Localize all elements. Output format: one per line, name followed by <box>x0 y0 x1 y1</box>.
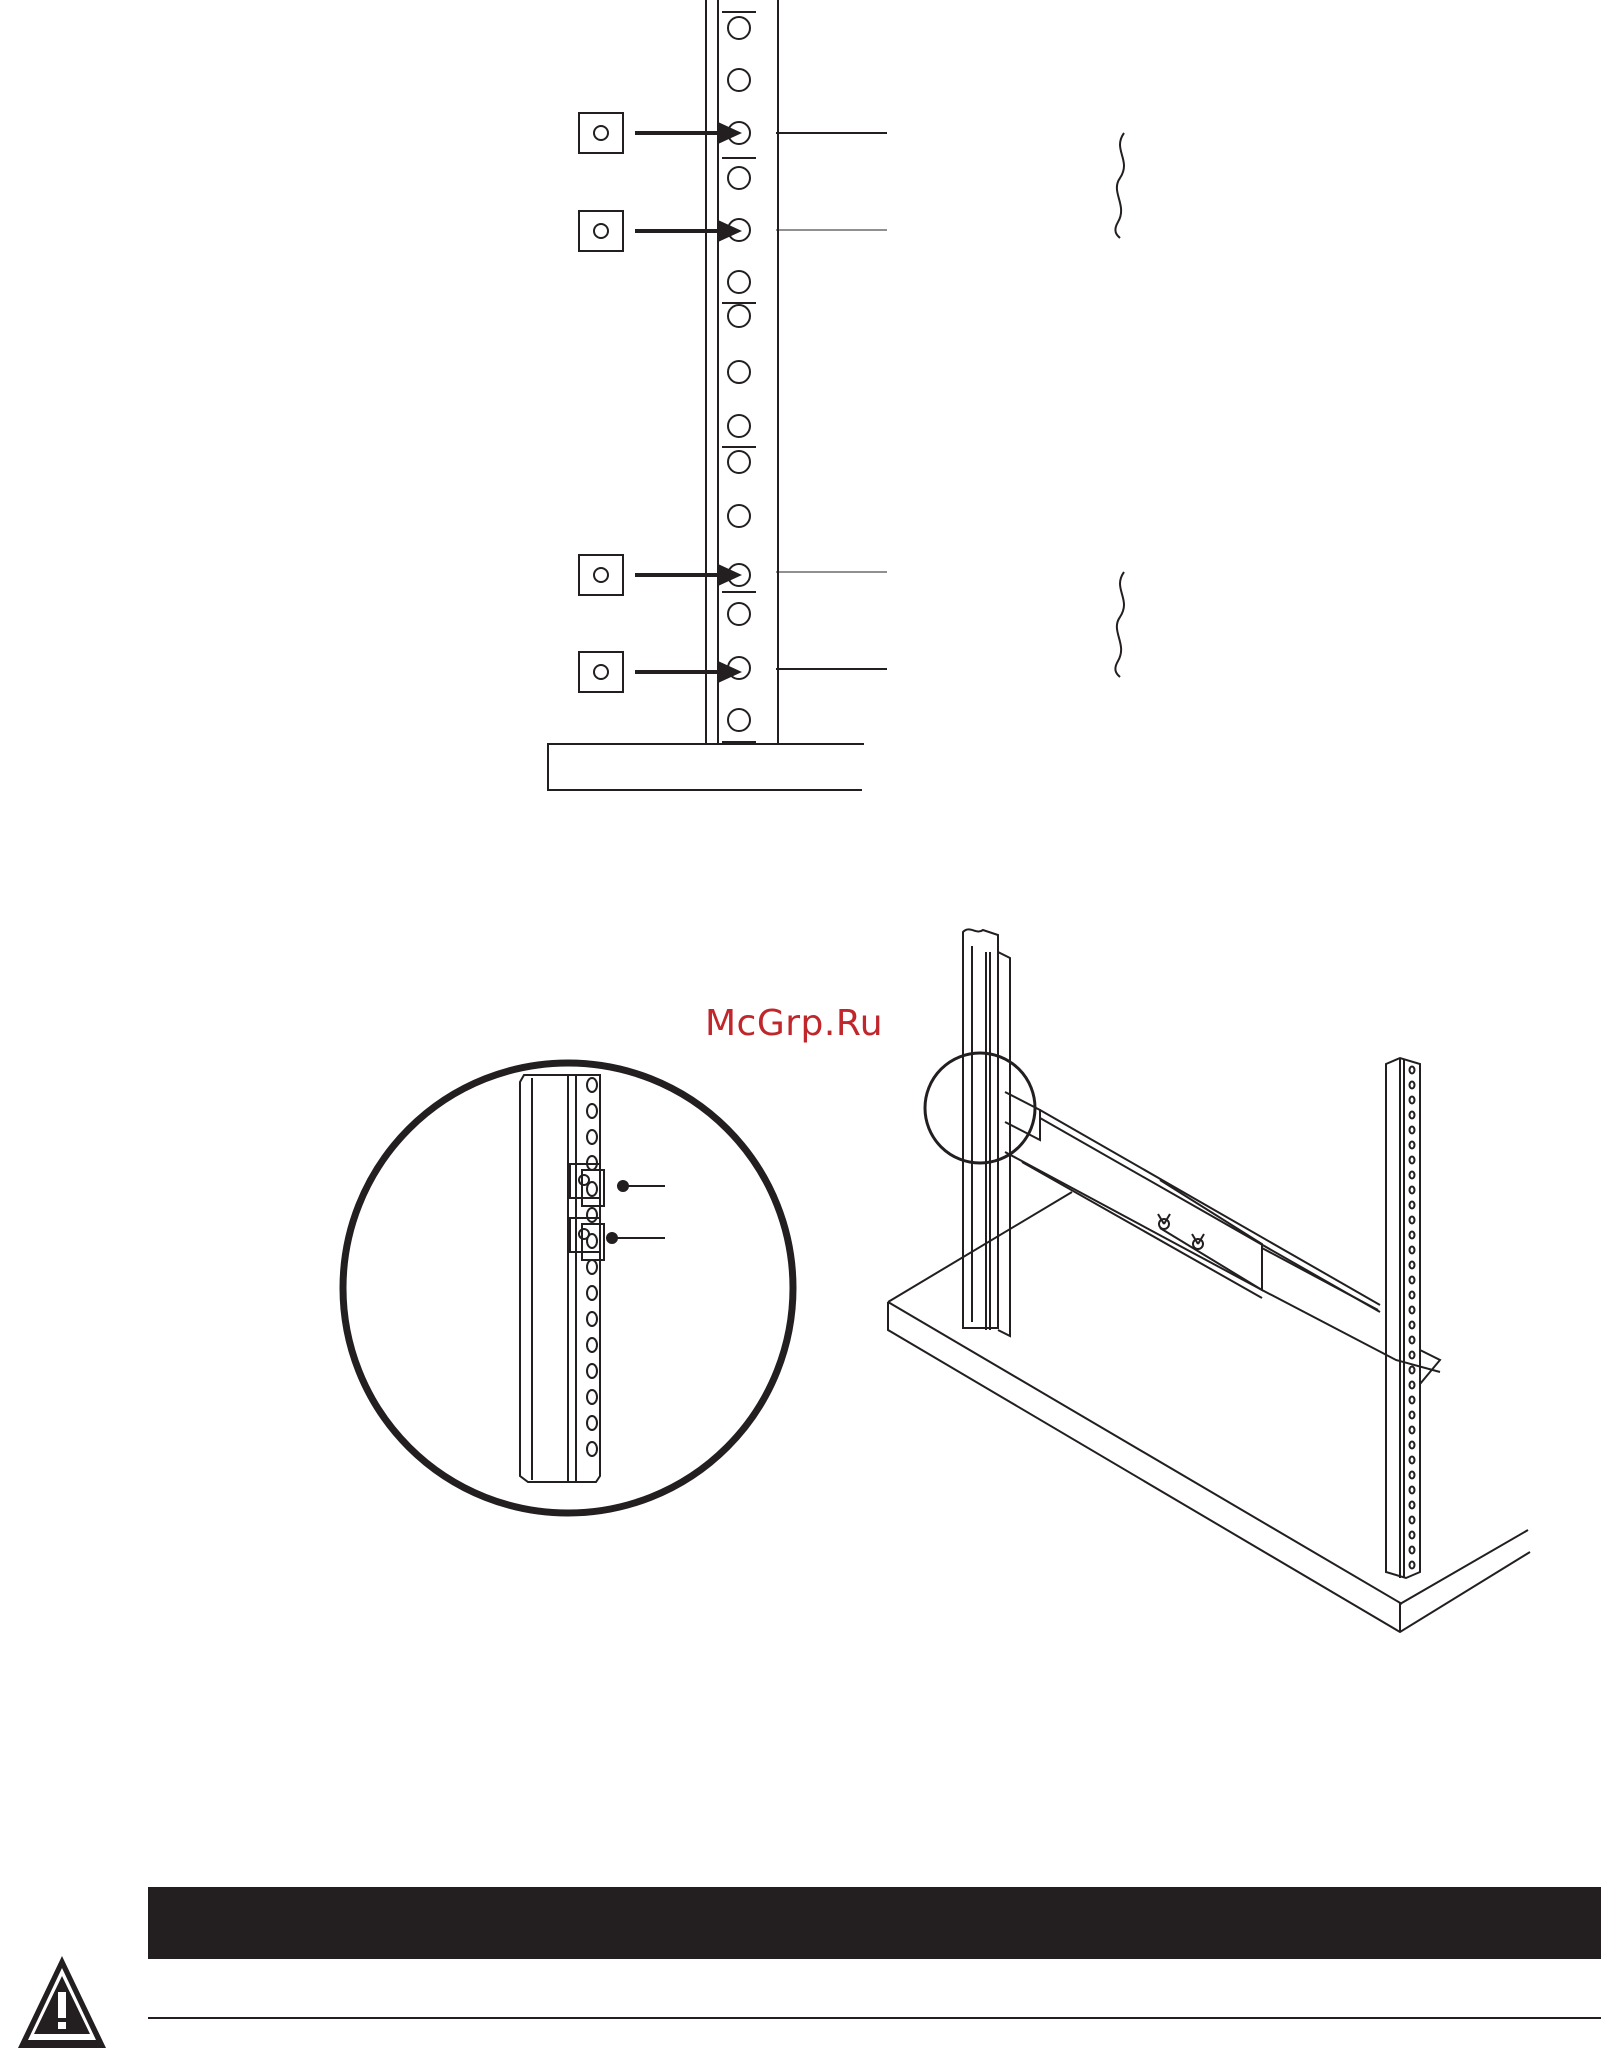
rear-post-hole <box>1410 1337 1415 1344</box>
rear-post-hole <box>1410 1262 1415 1269</box>
warning-triangle-icon <box>16 1952 108 2052</box>
rear-post-hole <box>1410 1127 1415 1134</box>
detail-post-hole <box>587 1416 597 1430</box>
detail-post-hole <box>587 1078 597 1092</box>
rear-post-hole <box>1410 1487 1415 1494</box>
detail-post-hole <box>587 1338 597 1352</box>
warning-header-bar <box>148 1887 1601 1959</box>
rear-post-hole <box>1410 1427 1415 1434</box>
rear-post-hole <box>1410 1202 1415 1209</box>
detail-post-hole <box>587 1312 597 1326</box>
rear-post-hole <box>1410 1307 1415 1314</box>
rear-post-hole <box>1410 1412 1415 1419</box>
detail-post-hole <box>587 1442 597 1456</box>
rear-post-hole <box>1410 1217 1415 1224</box>
rear-post-hole <box>1410 1457 1415 1464</box>
rear-post-hole <box>1410 1232 1415 1239</box>
detail-post-hole <box>587 1130 597 1144</box>
rear-post-hole <box>1410 1067 1415 1074</box>
rear-post-hole <box>1410 1097 1415 1104</box>
detail-post-hole <box>587 1260 597 1274</box>
detail-post-hole <box>587 1364 597 1378</box>
rear-post-hole <box>1410 1562 1415 1569</box>
rear-post-hole <box>1410 1082 1415 1089</box>
rear-post-hole <box>1410 1397 1415 1404</box>
rear-post-hole <box>1410 1277 1415 1284</box>
rear-post-hole <box>1410 1292 1415 1299</box>
right-rear-post <box>1386 1058 1440 1578</box>
detail-post-hole <box>587 1286 597 1300</box>
detail-post-hole <box>587 1208 597 1222</box>
rear-post-hole <box>1410 1547 1415 1554</box>
rear-post-hole <box>1410 1112 1415 1119</box>
rear-post-hole <box>1410 1517 1415 1524</box>
rear-post-hole <box>1410 1142 1415 1149</box>
rear-post-hole <box>1410 1442 1415 1449</box>
rear-post-hole <box>1410 1157 1415 1164</box>
rear-post-hole <box>1410 1472 1415 1479</box>
rear-post-hole <box>1410 1532 1415 1539</box>
detail-rack-post <box>520 1075 600 1482</box>
rear-post-hole <box>1410 1187 1415 1194</box>
rear-post-hole <box>1410 1247 1415 1254</box>
detail-location-circle <box>925 1053 1035 1163</box>
warning-divider <box>148 2017 1601 2019</box>
left-front-post <box>963 929 1010 1336</box>
rear-post-hole <box>1410 1352 1415 1359</box>
detail-post-hole <box>587 1390 597 1404</box>
detail-post-hole <box>587 1182 597 1196</box>
rear-post-hole <box>1410 1322 1415 1329</box>
detail-post-hole <box>587 1104 597 1118</box>
rear-post-hole <box>1410 1382 1415 1389</box>
watermark: McGrp.Ru <box>705 1003 884 1044</box>
rear-post-hole <box>1410 1367 1415 1374</box>
rear-post-hole <box>1410 1502 1415 1509</box>
rear-post-hole <box>1410 1172 1415 1179</box>
mounting-rails <box>1005 1092 1440 1372</box>
